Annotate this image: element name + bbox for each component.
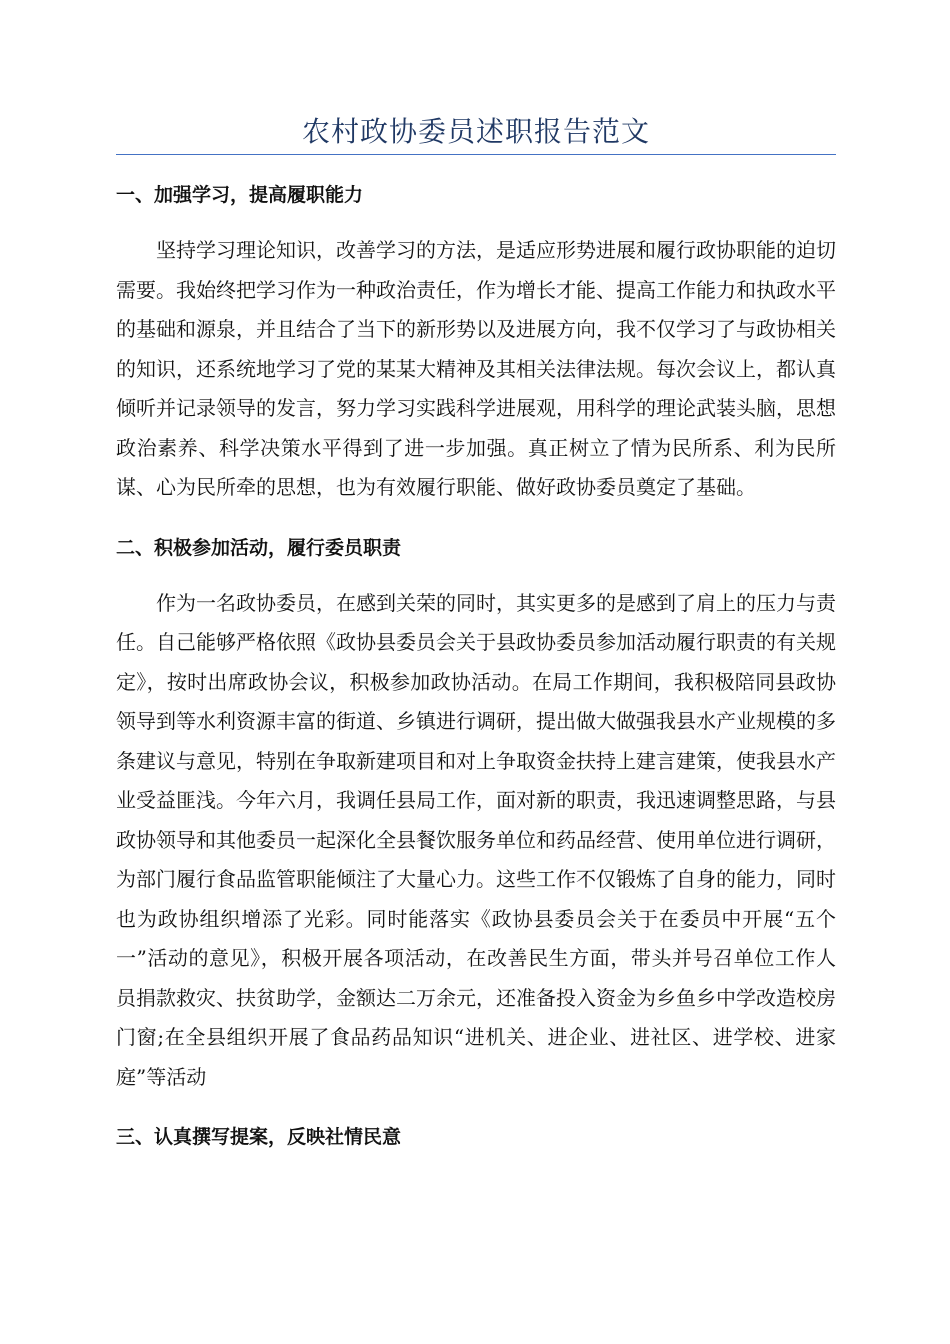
section-paragraph-1: 坚持学习理论知识，改善学习的方法，是适应形势进展和履行政协职能的迫切需要。我始终把学习作为一种政治责任，作为增长才能、提高工作能力和执政水平的基础和源泉，并且结合了当下的新形势以及进展方向，我不仅学习了与政协相关的知识，还系统地学习了党的某某大精神及其相关法律法规。每次会议上，都认真倾听并记录领导的发言，努力学习实践科学进展观，用科学的理论武装头脑，思想政治素养、科学决策水平得到了进一步加强。真正树立了情为民所系、利为民所谋、心为民所牵的思想，也为有效履行职能、做好政协委员奠定了基础。 xyxy=(116,238,836,499)
document-title: 农村政协委员述职报告范文 xyxy=(116,112,836,155)
section-heading-1: 一、加强学习，提高履职能力 xyxy=(116,184,364,206)
section-heading-2: 二、积极参加活动，履行委员职责 xyxy=(116,536,402,559)
document-page xyxy=(116,112,836,1155)
section-paragraph-2: 作为一名政协委员，在感到关荣的同时，其实更多的是感到了肩上的压力与责任。自己能够严格依照《政协县委员会关于县政协委员参加活动履行职责的有关规定》，按时出席政协会议，积极参加政协活动。在局工作期间，我积极陪同县政协领导到等水利资源丰富的街道、乡镇进行调研，提出做大做强我县水产业规模的多条建议与意见，特别在争取新建项目和对上争取资金扶持上建言建策，使我县水产业受益匪浅。今年六月，我调任县局工作，面对新的职责，我迅速调整思路，与县政协领导和其他委员一起深化全县餐饮服务单位和药品经营、使用单位进行调研，为部门履行食品监管职能倾注了大量心力。这些工作不仅锻炼了自身的能力，同时也为政协组织增添了光彩。同时能落实《政协县委员会关于在委员中开展“五个一”活动的意见》，积极开展各项活动，在改善民生方面，带头并号召单位工作人员捐款救灾、扶贫助学，金额达二万余元，还准备投入资金为乡鱼乡中学改造校房门窗;在全县组织开展了食品药品知识“进机关、进企业、进社区、进学校、进家庭”等活动 xyxy=(116,590,836,1089)
section-heading-3: 三、认真撰写提案，反映社情民意 xyxy=(116,1126,402,1148)
